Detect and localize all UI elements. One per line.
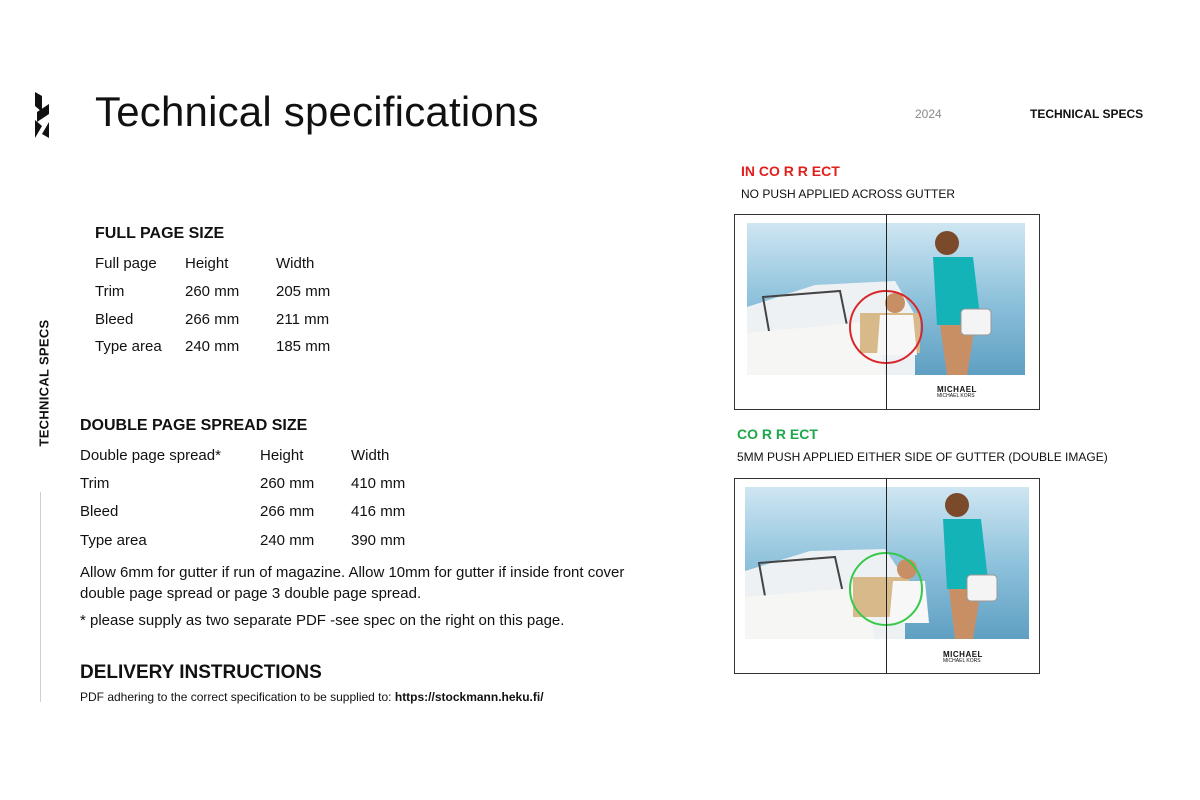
double-page-header-row — [80, 447, 480, 467]
column-height: Height — [185, 255, 229, 272]
table-row — [95, 338, 395, 358]
brand-logo-sub: MICHAEL KORS — [943, 658, 981, 664]
gutter-note: Allow 6mm for gutter if run of magazine. Allow 10mm for gutter if inside front cover double page spread or page 3 double page spread. — [80, 564, 625, 602]
incorrect-status: IN CO R R ECT — [741, 163, 840, 179]
full-page-title: FULL PAGE SIZE — [95, 225, 225, 242]
column-label: Full page — [95, 255, 157, 272]
delivery-text — [80, 690, 544, 704]
row-width: 211 mm — [276, 311, 330, 328]
header-section-label: TECHNICAL SPECS — [1030, 107, 1144, 121]
row-width: 410 mm — [351, 475, 406, 492]
row-label: Type area — [80, 532, 147, 549]
sidebar-divider — [40, 492, 41, 702]
brand-logo-sub: MICHAEL KORS — [937, 393, 975, 399]
delivery-title: DELIVERY INSTRUCTIONS — [80, 662, 322, 683]
row-height: 260 mm — [185, 283, 240, 300]
row-width: 185 mm — [276, 338, 331, 355]
brand-logo-icon — [34, 92, 50, 138]
column-height: Height — [260, 447, 304, 464]
gutter-line — [886, 215, 887, 409]
correct-caption: 5MM PUSH APPLIED EITHER SIDE OF GUTTER (DOUBLE IMAGE) — [737, 450, 1108, 464]
column-label: Double page spread* — [80, 447, 221, 464]
table-row — [80, 532, 480, 552]
table-row — [80, 475, 480, 495]
row-height: 240 mm — [185, 338, 240, 355]
row-width: 416 mm — [351, 503, 406, 520]
incorrect-caption: NO PUSH APPLIED ACROSS GUTTER — [741, 187, 956, 201]
row-label: Type area — [95, 338, 162, 355]
row-height: 240 mm — [260, 532, 315, 549]
gutter-line — [886, 479, 887, 673]
incorrect-spread-image — [734, 214, 1040, 410]
correct-spread-image — [734, 478, 1040, 674]
correct-status: CO R R ECT — [737, 426, 818, 442]
row-height: 266 mm — [185, 311, 240, 328]
full-page-header-row — [95, 255, 395, 275]
row-height: 266 mm — [260, 503, 315, 520]
row-label: Bleed — [80, 503, 119, 520]
column-width: Width — [351, 447, 390, 464]
table-row — [80, 503, 480, 523]
column-width: Width — [276, 255, 315, 272]
table-row — [95, 311, 395, 331]
header-year: 2024 — [915, 107, 942, 121]
delivery-link[interactable]: https://stockmann.heku.fi/ — [394, 690, 544, 704]
delivery-instruction: PDF adhering to the correct specification to be supplied to: — [80, 690, 392, 704]
row-label: Trim — [80, 475, 110, 492]
table-row — [95, 283, 395, 303]
row-label: Bleed — [95, 311, 134, 328]
row-width: 205 mm — [276, 283, 331, 300]
brand-logo: MICHAEL — [943, 650, 983, 659]
supply-note: * please supply as two separate PDF -see spec on the right on this page. — [80, 612, 565, 629]
page-title: Technical specifications — [95, 88, 539, 135]
double-page-title: DOUBLE PAGE SPREAD SIZE — [80, 417, 308, 434]
row-height: 260 mm — [260, 475, 315, 492]
correct-photo-art — [735, 479, 1039, 673]
row-label: Trim — [95, 283, 125, 300]
brand-logo: MICHAEL — [937, 385, 977, 394]
row-width: 390 mm — [351, 532, 406, 549]
sidebar-label: TECHNICAL SPECS — [36, 319, 52, 447]
incorrect-photo-art — [735, 215, 1039, 409]
